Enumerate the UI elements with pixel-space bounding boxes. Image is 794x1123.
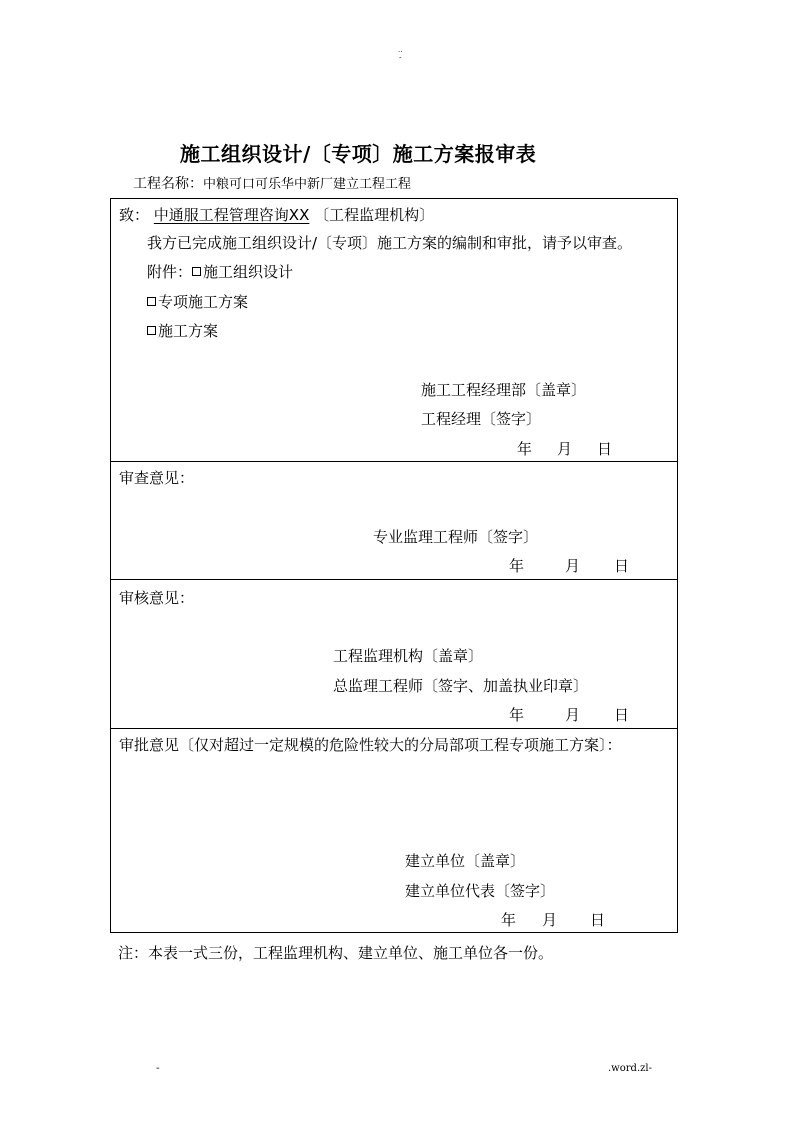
attachment-line (147, 263, 293, 281)
date-month: 月 (565, 557, 581, 575)
audit-opinion-heading: 审核意见： (119, 589, 195, 607)
supervision-org-seal: 工程监理机构〔盖章〕 (333, 647, 484, 665)
date-year: 年 (501, 911, 517, 929)
checkbox-icon (192, 267, 201, 276)
attachment-label: 附件： (147, 263, 193, 281)
submission-statement: 我方已完成施工组织设计/〔专项〕施工方案的编制和审批，请予以审查。 (147, 234, 633, 252)
row-divider (111, 461, 677, 462)
attachment-item: 施工组织设计 (203, 263, 294, 281)
approval-form-table (110, 198, 678, 933)
date-day: 日 (614, 557, 630, 575)
attachment-line (147, 293, 248, 311)
addressee-label: 致： (119, 206, 150, 224)
date-year: 年 (509, 557, 525, 575)
attachment-item: 专项施工方案 (158, 293, 249, 311)
addressee-line (119, 206, 434, 224)
date-year: 年 (517, 440, 533, 458)
chief-engineer-signature: 总监理工程师〔签字、加盖执业印章〕 (333, 677, 589, 695)
checkbox-icon (147, 297, 156, 306)
owner-unit-seal: 建立单位〔盖章〕 (405, 852, 526, 870)
supervising-engineer-signature: 专业监理工程师〔签字〕 (373, 528, 539, 546)
checkbox-icon (147, 326, 156, 335)
contractor-dept-seal: 施工工程经理部〔盖章〕 (421, 381, 587, 399)
footer-left: - (156, 1063, 160, 1074)
header-mark-bottom: - (398, 54, 402, 62)
approval-opinion-heading: 审批意见〔仅对超过一定规模的危险性较大的分局部项工程专项施工方案〕： (119, 736, 622, 754)
attachment-item: 施工方案 (158, 322, 219, 340)
addressee-suffix: 〔工程监理机构〕 (314, 206, 435, 224)
project-manager-signature: 工程经理〔签字〕 (421, 410, 542, 428)
owner-representative-signature: 建立单位代表〔签字〕 (405, 882, 556, 900)
row-divider (111, 579, 677, 580)
project-name-label: 工程名称： (133, 176, 203, 192)
footnote: 注：本表一式三份，工程监理机构、建立单位、施工单位各一份。 (118, 944, 554, 962)
attachment-line (147, 322, 218, 340)
date-day: 日 (590, 911, 606, 929)
date-year: 年 (509, 706, 525, 724)
header-mark-top: .. (398, 46, 403, 54)
date-day: 日 (597, 440, 613, 458)
row-divider (111, 728, 677, 729)
footer-right: .word.zl- (608, 1063, 652, 1074)
addressee-org: 中通服工程管理咨询XX (153, 206, 310, 224)
review-opinion-heading: 审查意见： (119, 469, 195, 487)
project-name-value: 中粮可口可乐华中新厂建立工程工程 (203, 177, 412, 192)
date-day: 日 (614, 706, 630, 724)
document-title: 施工组织设计/〔专项〕施工方案报审表 (180, 142, 537, 166)
date-month: 月 (542, 911, 558, 929)
date-month: 月 (557, 440, 573, 458)
project-name-line (133, 173, 411, 193)
header-mark (398, 46, 402, 62)
date-month: 月 (565, 706, 581, 724)
